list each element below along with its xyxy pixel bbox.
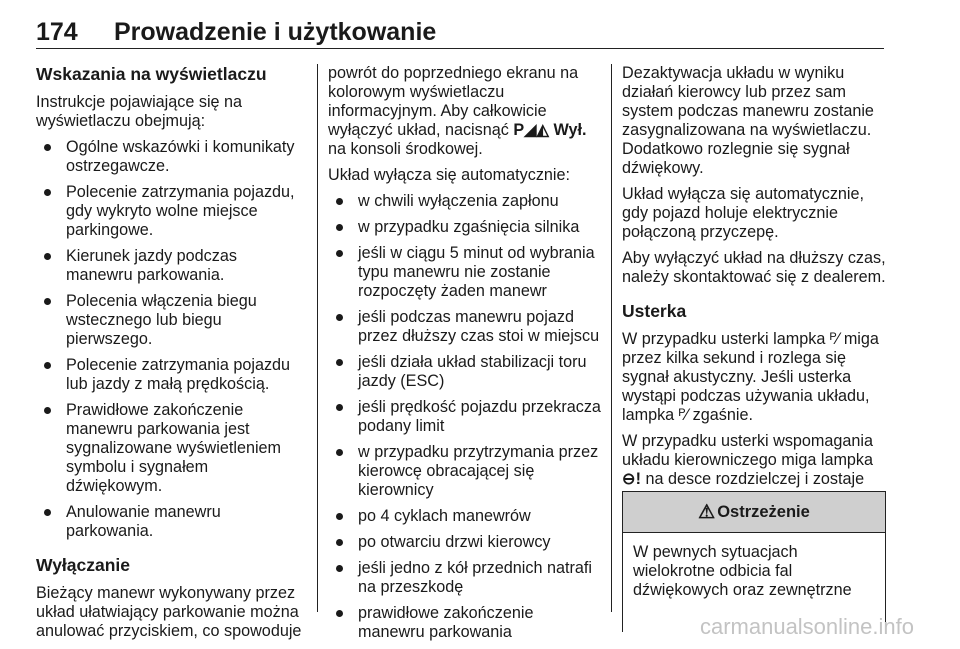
bullet-icon [44,144,51,151]
list-item: w przypadku przytrzymania przez kierowcę obracającej się kierownicy [328,443,604,500]
park-assist-lamp-icon: ᴾ⁄ [678,406,689,424]
bullet-icon [336,404,343,411]
bullet-icon [336,449,343,456]
page-number: 174 [36,18,78,46]
bullet-icon [44,298,51,305]
list-item: po otwarciu drzwi kierowcy [328,533,604,552]
list-item: Polecenie zatrzymania pojazdu lub jazdy z małą prędkością. [36,356,308,394]
list-item: Prawidłowe zakończenie manewru parkowania jest sygnalizowane wyświetleniem symbolu i sygnałem dźwiękowym. [36,401,308,496]
auto-off-list [328,192,604,642]
bullet-icon [44,189,51,196]
list-item: jeśli podczas manewru pojazd przez dłuższy czas stoi w miejscu [328,308,604,346]
bullet-icon [336,359,343,366]
bullet-icon [336,513,343,520]
list-item: w przypadku zgaśnięcia silnika [328,218,604,237]
section-heading-display: Wskazania na wyświetlaczu [36,64,267,84]
bullet-icon [44,509,51,516]
bullet-icon [336,314,343,321]
bullet-icon [336,198,343,205]
bullet-icon [44,407,51,414]
warning-header [623,492,885,533]
display-instructions-list [36,138,308,541]
bullet-icon [44,253,51,260]
column-2 [328,64,604,649]
warning-title: Ostrzeżenie [717,502,810,521]
page-title: Prowadzenie i użytkowanie [114,18,437,46]
list-item: Anulowanie manewru parkowania. [36,503,308,541]
list-item: jeśli prędkość pojazdu przekracza podany limit [328,398,604,436]
bullet-icon [336,250,343,257]
section-heading-fault: Usterka [622,301,687,321]
list-item: prawidłowe zakończenie manewru parkowania [328,604,604,642]
steering-warning-icon: ⊖! [622,470,641,488]
page-header [36,14,884,49]
auto-off-intro: Układ wyłącza się automatycznie: [328,166,571,184]
trailer-paragraph: Układ wyłącza się automatycznie, gdy pojazd holuje elektrycznie połączoną przyczepę. [622,185,865,241]
column-3 [622,64,886,515]
list-item: Polecenie zatrzymania pojazdu, gdy wykryto wolne miejsce parkingowe. [36,183,308,240]
list-item: po 4 cyklach manewrów [328,507,604,526]
park-assist-lamp-icon: ᴾ⁄ [829,330,840,348]
column-divider [611,64,612,612]
deactivation-signal-paragraph: Dezaktywacja układu w wyniku działań kierowcy lub przez sam system podczas manewru zostanie zasygnalizowana na wyświetlaczu. Dodatkowo rozlegnie się sygnał dźwiękowy. [622,64,874,177]
warning-text: W pewnych sytuacjach wielokrotne odbicia fal dźwiękowych oraz zewnętrzne [633,543,852,599]
list-item: jeśli jedno z kół przednich natrafi na przeszkodę [328,559,604,597]
list-item: Ogólne wskazówki i komunikaty ostrzegawcze. [36,138,308,176]
warning-triangle-icon: ⚠ [698,501,716,523]
list-item: Kierunek jazdy podczas manewru parkowania. [36,247,308,285]
continued-paragraph: powrót do poprzedniego ekranu na kolorowym wyświetlaczu informacyjnym. Aby całkowicie wyłączyć układ, nacisnąć P◢◭ Wył. na konsoli środkowej. [328,64,587,158]
dealer-paragraph: Aby wyłączyć układ na dłuższy czas, należy skontaktować się z dealerem. [622,249,886,286]
list-item: jeśli działa układ stabilizacji toru jazdy (ESC) [328,353,604,391]
park-assist-button-icon: P◢◭ [513,121,550,139]
warning-box [622,491,886,632]
watermark: carmanualsonline.info [699,614,914,639]
section-heading-deactivation: Wyłączanie [36,555,131,575]
bullet-icon [336,565,343,572]
list-item: w chwili wyłączenia zapłonu [328,192,604,211]
list-item: Polecenia włączenia biegu wstecznego lub biegu pierwszego. [36,292,308,349]
list-item: jeśli w ciągu 5 minut od wybrania typu manewru nie zostanie rozpoczęty żaden manewr [328,244,604,301]
bullet-icon [44,362,51,369]
off-button-label: Wył. [553,121,587,139]
steering-fault-paragraph: W przypadku usterki wspomagania układu kierowniczego miga lampka ⊖! na desce rozdzielczej i zostaje [622,432,874,488]
fault-paragraph: W przypadku usterki lampka ᴾ⁄ miga przez kilka sekund i rozlega się sygnał akustyczny. Jeśli usterka wystąpi podczas używania układu, lampka ᴾ⁄ zgaśnie. [622,330,879,424]
bullet-icon [336,224,343,231]
column-divider [317,64,318,612]
column-1 [36,64,308,648]
bullet-icon [336,539,343,546]
deactivation-paragraph: Bieżący manewr wykonywany przez układ ułatwiający parkowanie można anulować przyciskiem, co spowoduje [36,584,302,640]
intro-paragraph: Instrukcje pojawiające się na wyświetlaczu obejmują: [36,93,243,130]
